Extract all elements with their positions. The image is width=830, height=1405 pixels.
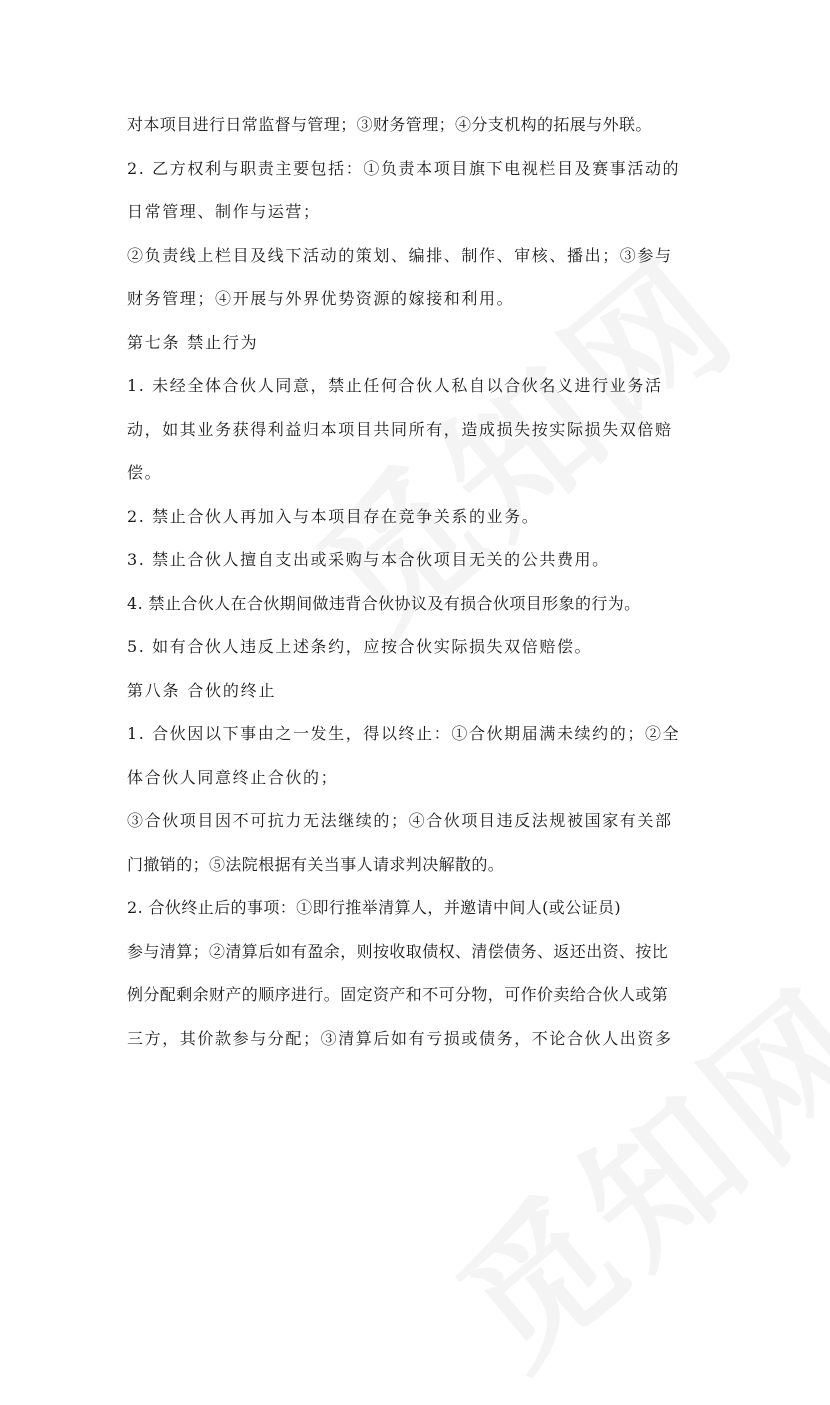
text-line: 财务管理；④开展与外界优势资源的嫁接和利用。: [127, 289, 515, 308]
text-line: 2. 合伙终止后的事项：①即行推举清算人，并邀请中间人(或公证员): [127, 898, 622, 917]
text-line: 参与清算；②清算后如有盈余，则按收取债权、清偿债务、返还出资、按比: [127, 941, 669, 961]
text-line: 三方，其价款参与分配；③清算后如有亏损或债务，不论合伙人出资多: [127, 1028, 673, 1048]
text-line: ③合伙项目因不可抗力无法继续的；④合伙项目违反法规被国家有关部: [127, 811, 673, 830]
text-line: 2. 禁止合伙人再加入与本项目存在竞争关系的业务。: [127, 506, 540, 526]
text-line: 体合伙人同意终止合伙的；: [127, 767, 339, 787]
document-body: [127, 103, 707, 1060]
text-line: 1. 合伙因以下事由之一发生，得以终止：①合伙期届满未续约的；②全: [127, 724, 681, 743]
text-line: 偿。: [127, 463, 163, 482]
article-heading-7: 第七条 禁止行为: [127, 332, 259, 352]
text-line: 4. 禁止合伙人在合伙期间做违背合伙协议及有损合伙项目形象的行为。: [127, 593, 641, 613]
text-line: 对本项目进行日常监督与管理；③财务管理；④分支机构的拓展与外联。: [127, 115, 652, 134]
text-line: 门撤销的；⑤法院根据有关当事人请求判决解散的。: [127, 854, 505, 874]
text-line: 5. 如有合伙人违反上述条约，应按合伙实际损失双倍赔偿。: [127, 637, 593, 656]
text-line: 3. 禁止合伙人擅自支出或采购与本合伙项目无关的公共费用。: [127, 550, 610, 569]
text-line: 2. 乙方权利与职责主要包括：①负责本项目旗下电视栏目及赛事活动的: [127, 158, 681, 178]
text-line: ②负责线上栏目及线下活动的策划、编排、制作、审核、播出；③参与: [127, 245, 673, 265]
text-line: 动，如其业务获得利益归本项目共同所有，造成损失按实际损失双倍赔: [127, 419, 673, 439]
text-line: 1. 未经全体合伙人同意，禁止任何合伙人私自以合伙名义进行业务活: [127, 376, 663, 395]
text-line: 日常管理、制作与运营；: [127, 202, 321, 221]
text-line: 例分配剩余财产的顺序进行。固定资产和不可分物，可作价卖给合伙人或第: [127, 985, 669, 1004]
article-heading-8: 第八条 合伙的终止: [127, 680, 277, 700]
